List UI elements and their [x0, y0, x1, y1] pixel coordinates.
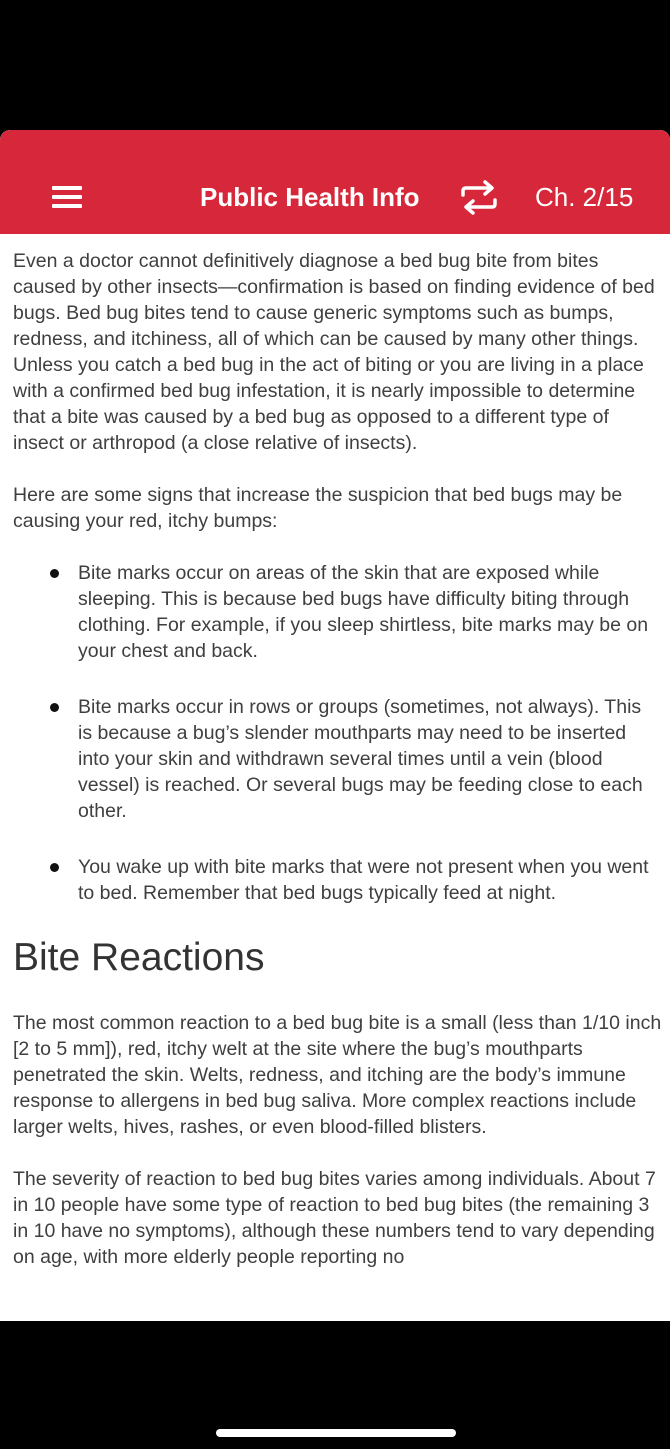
swap-arrows-icon[interactable] [457, 178, 501, 218]
section-heading: Bite Reactions [13, 936, 265, 979]
bullet-icon [50, 863, 59, 872]
list-item [13, 694, 660, 824]
hamburger-menu-icon[interactable] [52, 186, 82, 208]
list-item [13, 560, 660, 664]
paragraph-common-reaction: The most common reaction to a bed bug bite is a small (less than 1/10 inch [2 to 5 mm]), red, itchy welt at the site where the bug’s mouthparts penetrated the skin. Welts, redness, and itching are the body’s immune response to allergens in bed bug saliva. More complex reactions include larger welts, hives, rashes, or even blood-filled blisters. [13, 1012, 662, 1138]
app-header [0, 130, 670, 234]
bullet-icon [50, 703, 59, 712]
chapter-indicator[interactable]: Ch. 2/15 [535, 182, 634, 212]
header-title: Public Health Info [200, 182, 420, 212]
home-indicator[interactable] [216, 1429, 456, 1437]
list-item-text: You wake up with bite marks that were not present when you went to bed. Remember that bed bugs typically feed at night. [78, 856, 649, 904]
paragraph-severity: The severity of reaction to bed bug bites varies among individuals. About 7 in 10 people have some type of reaction to bed bug bites (the remaining 3 in 10 have no symptoms), although these numbers tend to vary depending on age, with more elderly people reporting no [13, 1168, 656, 1268]
signs-list [13, 560, 670, 906]
bullet-icon [50, 569, 59, 578]
paragraph-signs-intro: Here are some signs that increase the suspicion that bed bugs may be causing your red, itchy bumps: [13, 484, 623, 532]
list-item [13, 854, 660, 906]
paragraph-diagnosis: Even a doctor cannot definitively diagnose a bed bug bite from bites caused by other insects—confirmation is based on finding evidence of bed bugs. Bed bug bites tend to cause generic symptoms such as bumps, redness, and itchiness, all of which can be caused by many other things. Unless you catch a bed bug in the act of biting or you are living in a place with a confirmed bed bug infestation, it is nearly impossible to determine that a bite was caused by a bed bug as opposed to a different type of insect or arthropod (a close relative of insects). [13, 250, 655, 454]
article-content [0, 234, 670, 1270]
list-item-text: Bite marks occur in rows or groups (sometimes, not always). This is because a bug’s slender mouthparts may need to be inserted into your skin and withdrawn several times until a vein (blood vessel) is reached. Or several bugs may be feeding close to each other. [78, 696, 643, 822]
list-item-text: Bite marks occur on areas of the skin that are exposed while sleeping. This is because bed bugs have difficulty biting through clothing. For example, if you sleep shirtless, bite marks may be on your chest and back. [78, 562, 649, 662]
app-screen [0, 130, 670, 1321]
